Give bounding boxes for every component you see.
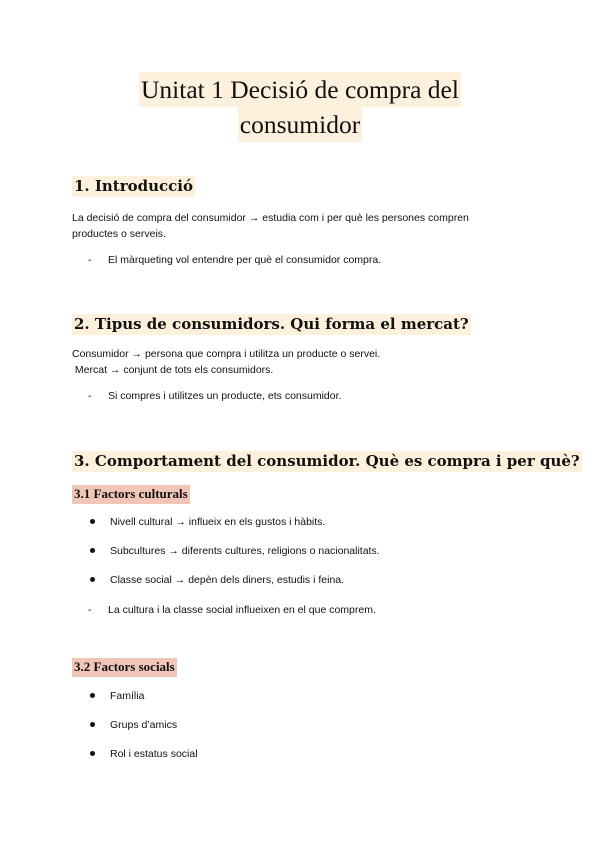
list-item-text: Grups d’amics (110, 719, 178, 731)
bullet-list-item (88, 718, 177, 732)
bullet-list-item (88, 544, 380, 558)
bullet-icon (90, 577, 95, 582)
list-item-text: Subcultures → diferents cultures, religions o nacionalitats. (110, 545, 380, 557)
subsection-heading-factors-culturals: 3.1 Factors culturals (72, 485, 190, 504)
bullet-list-item (88, 515, 325, 529)
dash-marker: - (88, 254, 92, 266)
paragraph-line: Mercat → conjunt de tots els consumidors. (72, 364, 274, 376)
list-item-text: El màrqueting vol entendre per què el consumidor compra. (108, 254, 382, 266)
dash-marker: - (88, 390, 92, 402)
list-item-text: Rol i estatus social (110, 748, 198, 760)
list-item-text: La cultura i la classe social influeixen en el que comprem. (108, 604, 376, 616)
bullet-icon (90, 751, 95, 756)
list-item-text: Família (110, 690, 145, 702)
dash-list-item (88, 389, 341, 403)
bullet-icon (90, 548, 95, 553)
paragraph-line: Consumidor → persona que compra i utilitza un producte o servei. (72, 348, 381, 360)
section-1-paragraph (72, 210, 532, 242)
dash-marker: - (88, 604, 92, 616)
document-title (0, 72, 600, 142)
bullet-icon (90, 722, 95, 727)
list-item-text: Classe social → depèn dels diners, estudis i feina. (110, 574, 345, 586)
title-line-2: consumidor (238, 107, 362, 142)
section-heading-comportament: 3. Comportament del consumidor. Què es compra i per què? (74, 452, 580, 470)
bullet-list-item (88, 689, 144, 703)
section-heading-tipus-consumidors: 2. Tipus de consumidors. Qui forma el mercat? (74, 315, 469, 333)
bullet-list-item (88, 573, 344, 587)
bullet-list-item (88, 747, 198, 761)
list-item-text: Si compres i utilitzes un producte, ets consumidor. (108, 390, 342, 402)
dash-list-item (88, 253, 381, 267)
subsection-heading-factors-socials: 3.2 Factors socials (72, 658, 177, 677)
title-line-1: Unitat 1 Decisió de compra del (139, 72, 461, 107)
dash-list-item (88, 603, 376, 617)
bullet-icon (90, 519, 95, 524)
paragraph-line: La decisió de compra del consumidor → estudia com i per què les persones compren (72, 212, 469, 224)
bullet-icon (90, 693, 95, 698)
list-item-text: Nivell cultural → influeix en els gustos i hàbits. (110, 516, 326, 528)
paragraph-line: productes o serveis. (72, 228, 166, 240)
section-2-paragraph (72, 346, 532, 378)
section-heading-introduccio: 1. Introducció (74, 177, 194, 195)
